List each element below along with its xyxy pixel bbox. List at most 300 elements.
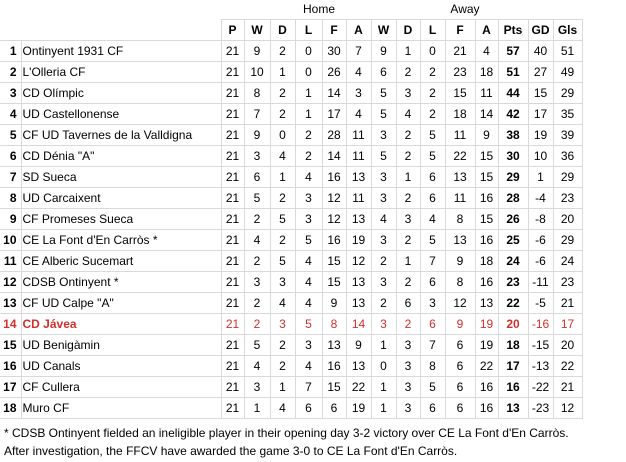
position-cell: 8 [0,188,21,209]
position-cell: 6 [0,146,21,167]
goal-difference-cell: -13 [528,356,553,377]
played-cell: 21 [221,167,244,188]
away-drawn-cell: 3 [396,398,420,419]
points-cell: 28 [498,188,528,209]
goals-cell: 23 [553,272,582,293]
home-won-cell: 2 [244,314,270,335]
away-for-cell: 11 [445,125,475,146]
away-won-cell: 1 [371,335,396,356]
home-won-cell: 4 [244,230,270,251]
away-drawn-cell: 2 [396,272,420,293]
team-name-cell: CF UD Calpe "A" [21,293,221,314]
home-drawn-cell: 4 [270,293,295,314]
away-lost-cell: 2 [420,104,445,125]
away-against-cell: 4 [475,41,498,62]
away-for-cell: 13 [445,230,475,251]
home-lost-cell: 7 [295,377,322,398]
goals-cell: 20 [553,335,582,356]
home-lost-cell: 0 [295,62,322,83]
home-against-cell: 9 [346,335,371,356]
home-won-cell: 7 [244,104,270,125]
away-drawn-cell: 3 [396,209,420,230]
table-row [0,167,582,188]
table-row [0,188,582,209]
away-lost-cell: 2 [420,62,445,83]
position-cell: 5 [0,125,21,146]
goal-difference-cell: -22 [528,377,553,398]
goal-difference-cell: 1 [528,167,553,188]
header-row [0,20,582,41]
home-won-cell: 9 [244,41,270,62]
position-cell: 16 [0,356,21,377]
away-won-cell: 5 [371,83,396,104]
home-won-cell: 2 [244,251,270,272]
home-drawn-cell: 2 [270,104,295,125]
away-for-cell: 8 [445,272,475,293]
away-drawn-cell: 1 [396,167,420,188]
position-cell: 2 [0,62,21,83]
goal-difference-cell: -16 [528,314,553,335]
points-cell: 30 [498,146,528,167]
away-won-cell: 3 [371,272,396,293]
table-row [0,251,582,272]
away-group-header: Away [450,2,480,16]
away-against-cell: 15 [475,167,498,188]
home-won-cell: 8 [244,83,270,104]
away-against-cell: 22 [475,356,498,377]
away-won-cell: 3 [371,314,396,335]
team-name-cell: UD Castellonense [21,104,221,125]
away-won-cell: 5 [371,104,396,125]
header-blank-pos [0,20,21,41]
away-for-cell: 6 [445,398,475,419]
home-lost-cell: 3 [295,335,322,356]
points-cell: 57 [498,41,528,62]
home-for-cell: 16 [322,356,346,377]
away-lost-cell: 6 [420,188,445,209]
home-drawn-cell: 2 [270,335,295,356]
played-cell: 21 [221,335,244,356]
home-for-cell: 14 [322,146,346,167]
home-against-cell: 13 [346,209,371,230]
away-lost-cell: 6 [420,314,445,335]
table-row [0,230,582,251]
home-against-cell: 13 [346,272,371,293]
goals-cell: 35 [553,104,582,125]
team-name-cell: CF UD Tavernes de la Valldigna [21,125,221,146]
header-home-drawn: D [270,20,295,41]
away-against-cell: 18 [475,251,498,272]
away-won-cell: 9 [371,41,396,62]
goal-difference-cell: -15 [528,335,553,356]
points-cell: 13 [498,398,528,419]
away-won-cell: 2 [371,293,396,314]
home-for-cell: 16 [322,230,346,251]
home-against-cell: 4 [346,104,371,125]
home-won-cell: 4 [244,356,270,377]
home-lost-cell: 5 [295,314,322,335]
header-away-for: F [445,20,475,41]
away-against-cell: 9 [475,125,498,146]
home-drawn-cell: 2 [270,41,295,62]
points-cell: 22 [498,293,528,314]
away-against-cell: 15 [475,146,498,167]
header-away-drawn: D [396,20,420,41]
points-cell: 38 [498,125,528,146]
played-cell: 21 [221,314,244,335]
goal-difference-cell: 40 [528,41,553,62]
position-cell: 15 [0,335,21,356]
goals-cell: 51 [553,41,582,62]
goals-cell: 21 [553,293,582,314]
home-for-cell: 9 [322,293,346,314]
table-row [0,104,582,125]
footnote-line-1: * CDSB Ontinyent fielded an ineligible player in their opening day 3-2 victory over CE La Font d'En Carròs. [4,426,569,440]
home-lost-cell: 4 [295,356,322,377]
points-cell: 51 [498,62,528,83]
points-cell: 24 [498,251,528,272]
away-drawn-cell: 3 [396,356,420,377]
goal-difference-cell: -5 [528,293,553,314]
away-for-cell: 12 [445,293,475,314]
goals-cell: 17 [553,314,582,335]
away-against-cell: 14 [475,104,498,125]
away-won-cell: 6 [371,62,396,83]
points-cell: 20 [498,314,528,335]
home-drawn-cell: 3 [270,314,295,335]
away-lost-cell: 5 [420,377,445,398]
home-for-cell: 15 [322,272,346,293]
table-row [0,146,582,167]
away-won-cell: 1 [371,398,396,419]
away-for-cell: 11 [445,188,475,209]
away-lost-cell: 7 [420,251,445,272]
played-cell: 21 [221,62,244,83]
played-cell: 21 [221,104,244,125]
position-cell: 3 [0,83,21,104]
home-drawn-cell: 3 [270,272,295,293]
home-won-cell: 2 [244,209,270,230]
away-against-cell: 15 [475,209,498,230]
header-away-lost: L [420,20,445,41]
standings-body [0,41,582,419]
away-against-cell: 16 [475,188,498,209]
home-group-header: Home [302,2,335,16]
team-name-cell: UD Canals [21,356,221,377]
away-against-cell: 16 [475,272,498,293]
home-drawn-cell: 1 [270,377,295,398]
away-against-cell: 19 [475,335,498,356]
points-cell: 23 [498,272,528,293]
home-lost-cell: 3 [295,209,322,230]
home-lost-cell: 1 [295,104,322,125]
home-lost-cell: 4 [295,251,322,272]
home-for-cell: 26 [322,62,346,83]
home-won-cell: 5 [244,188,270,209]
standings-table [0,19,583,419]
home-drawn-cell: 2 [270,356,295,377]
away-won-cell: 2 [371,251,396,272]
table-row [0,272,582,293]
home-won-cell: 1 [244,398,270,419]
home-lost-cell: 3 [295,188,322,209]
away-drawn-cell: 2 [396,146,420,167]
away-against-cell: 16 [475,377,498,398]
home-lost-cell: 4 [295,272,322,293]
away-for-cell: 6 [445,335,475,356]
away-lost-cell: 6 [420,398,445,419]
away-for-cell: 21 [445,41,475,62]
goals-cell: 29 [553,167,582,188]
home-drawn-cell: 4 [270,398,295,419]
goals-cell: 49 [553,62,582,83]
goal-difference-cell: -11 [528,272,553,293]
points-cell: 29 [498,167,528,188]
played-cell: 21 [221,398,244,419]
home-for-cell: 15 [322,377,346,398]
points-cell: 44 [498,83,528,104]
goal-difference-cell: 15 [528,83,553,104]
away-drawn-cell: 6 [396,293,420,314]
played-cell: 21 [221,293,244,314]
away-lost-cell: 2 [420,83,445,104]
home-lost-cell: 4 [295,167,322,188]
away-drawn-cell: 2 [396,62,420,83]
position-cell: 1 [0,41,21,62]
away-for-cell: 15 [445,83,475,104]
away-won-cell: 3 [371,125,396,146]
home-drawn-cell: 2 [270,188,295,209]
home-lost-cell: 1 [295,83,322,104]
home-lost-cell: 6 [295,398,322,419]
position-cell: 11 [0,251,21,272]
home-drawn-cell: 5 [270,251,295,272]
away-drawn-cell: 3 [396,83,420,104]
points-cell: 16 [498,377,528,398]
header-goals: Gls [553,20,582,41]
home-won-cell: 5 [244,335,270,356]
away-won-cell: 3 [371,188,396,209]
home-against-cell: 7 [346,41,371,62]
away-for-cell: 9 [445,251,475,272]
away-lost-cell: 6 [420,272,445,293]
position-cell: 10 [0,230,21,251]
away-won-cell: 3 [371,167,396,188]
home-against-cell: 14 [346,314,371,335]
away-lost-cell: 4 [420,209,445,230]
away-lost-cell: 6 [420,167,445,188]
away-drawn-cell: 4 [396,104,420,125]
goals-cell: 36 [553,146,582,167]
team-name-cell: CDSB Ontinyent * [21,272,221,293]
away-against-cell: 18 [475,62,498,83]
home-against-cell: 13 [346,293,371,314]
table-row [0,83,582,104]
home-won-cell: 9 [244,125,270,146]
table-row [0,335,582,356]
table-row [0,398,582,419]
table-row [0,41,582,62]
points-cell: 42 [498,104,528,125]
away-for-cell: 18 [445,104,475,125]
home-won-cell: 3 [244,146,270,167]
home-won-cell: 3 [244,272,270,293]
away-lost-cell: 7 [420,335,445,356]
away-won-cell: 5 [371,146,396,167]
home-against-cell: 22 [346,377,371,398]
away-against-cell: 19 [475,314,498,335]
home-against-cell: 13 [346,167,371,188]
table-row [0,314,582,335]
played-cell: 21 [221,251,244,272]
home-won-cell: 6 [244,167,270,188]
header-away-won: W [371,20,396,41]
away-lost-cell: 5 [420,125,445,146]
points-cell: 18 [498,335,528,356]
goals-cell: 23 [553,188,582,209]
home-for-cell: 30 [322,41,346,62]
position-cell: 4 [0,104,21,125]
away-won-cell: 3 [371,230,396,251]
away-for-cell: 22 [445,146,475,167]
home-lost-cell: 0 [295,41,322,62]
played-cell: 21 [221,188,244,209]
position-cell: 14 [0,314,21,335]
home-for-cell: 16 [322,167,346,188]
away-drawn-cell: 3 [396,377,420,398]
team-name-cell: UD Carcaixent [21,188,221,209]
points-cell: 17 [498,356,528,377]
team-name-cell: CD Dénia "A" [21,146,221,167]
header-home-lost: L [295,20,322,41]
away-drawn-cell: 2 [396,314,420,335]
goals-cell: 29 [553,83,582,104]
away-won-cell: 1 [371,377,396,398]
footnote [4,424,622,460]
home-for-cell: 8 [322,314,346,335]
away-against-cell: 13 [475,293,498,314]
away-lost-cell: 8 [420,356,445,377]
position-cell: 13 [0,293,21,314]
team-name-cell: SD Sueca [21,167,221,188]
home-for-cell: 12 [322,209,346,230]
table-row [0,209,582,230]
away-against-cell: 11 [475,83,498,104]
home-for-cell: 28 [322,125,346,146]
played-cell: 21 [221,230,244,251]
team-name-cell: CE La Font d'En Carròs * [21,230,221,251]
goals-cell: 29 [553,230,582,251]
away-against-cell: 16 [475,398,498,419]
header-away-against: A [475,20,498,41]
played-cell: 21 [221,125,244,146]
header-home-for: F [322,20,346,41]
home-against-cell: 12 [346,251,371,272]
home-drawn-cell: 1 [270,167,295,188]
footnote-line-2: After investigation, the FFCV have awarded the game 3-0 to CE La Font d'En Carròs. [4,444,458,458]
played-cell: 21 [221,209,244,230]
played-cell: 21 [221,146,244,167]
away-won-cell: 4 [371,209,396,230]
team-name-cell: CE Alberic Sucemart [21,251,221,272]
home-against-cell: 19 [346,230,371,251]
goal-difference-cell: -8 [528,209,553,230]
away-drawn-cell: 1 [396,251,420,272]
goal-difference-cell: 17 [528,104,553,125]
team-name-cell: Muro CF [21,398,221,419]
goal-difference-cell: -6 [528,230,553,251]
team-name-cell: Ontinyent 1931 CF [21,41,221,62]
away-won-cell: 0 [371,356,396,377]
home-against-cell: 13 [346,356,371,377]
home-lost-cell: 2 [295,125,322,146]
home-won-cell: 10 [244,62,270,83]
home-drawn-cell: 4 [270,146,295,167]
goals-cell: 20 [553,209,582,230]
header-home-won: W [244,20,270,41]
table-row [0,293,582,314]
away-drawn-cell: 2 [396,125,420,146]
goals-cell: 22 [553,356,582,377]
goal-difference-cell: 27 [528,62,553,83]
home-drawn-cell: 0 [270,125,295,146]
header-blank-team [21,20,221,41]
home-lost-cell: 2 [295,146,322,167]
away-lost-cell: 5 [420,146,445,167]
away-drawn-cell: 2 [396,230,420,251]
team-name-cell: CD Olímpic [21,83,221,104]
team-name-cell: CF Cullera [21,377,221,398]
away-for-cell: 6 [445,356,475,377]
home-against-cell: 11 [346,146,371,167]
home-for-cell: 15 [322,251,346,272]
table-row [0,377,582,398]
away-lost-cell: 5 [420,230,445,251]
position-cell: 9 [0,209,21,230]
home-for-cell: 12 [322,188,346,209]
goal-difference-cell: -4 [528,188,553,209]
away-for-cell: 8 [445,209,475,230]
goals-cell: 39 [553,125,582,146]
points-cell: 26 [498,209,528,230]
position-cell: 12 [0,272,21,293]
goal-difference-cell: -6 [528,251,553,272]
home-for-cell: 14 [322,83,346,104]
played-cell: 21 [221,41,244,62]
home-against-cell: 3 [346,83,371,104]
away-drawn-cell: 2 [396,188,420,209]
home-lost-cell: 4 [295,293,322,314]
header-played: P [221,20,244,41]
home-against-cell: 11 [346,125,371,146]
goal-difference-cell: 10 [528,146,553,167]
team-name-cell: CF Promeses Sueca [21,209,221,230]
away-drawn-cell: 1 [396,41,420,62]
played-cell: 21 [221,83,244,104]
goals-cell: 24 [553,251,582,272]
table-row [0,62,582,83]
goal-difference-cell: 19 [528,125,553,146]
team-name-cell: L'Olleria CF [21,62,221,83]
home-for-cell: 17 [322,104,346,125]
home-drawn-cell: 1 [270,62,295,83]
home-for-cell: 6 [322,398,346,419]
position-cell: 18 [0,398,21,419]
team-name-cell: CD Jávea [21,314,221,335]
points-cell: 25 [498,230,528,251]
header-points: Pts [498,20,528,41]
played-cell: 21 [221,356,244,377]
